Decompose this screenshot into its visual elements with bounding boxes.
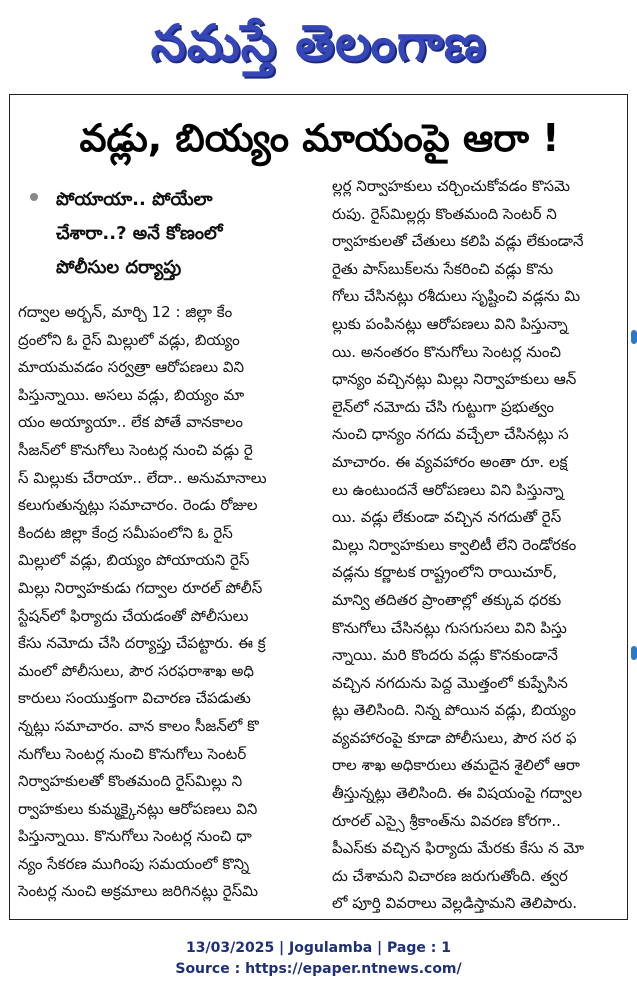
article-text-line: పిస్తున్నాయి. అసలు వడ్లు, బియ్యం మా xyxy=(18,385,245,404)
article-text-line: నుగోలు సెంటర్ల నుంచి కొనుగోలు సెంటర్ xyxy=(18,744,247,763)
subheadline-line: చేశారా..? అనే కోణంలో xyxy=(56,223,223,244)
article-text-line: కారులు సంయుక్తంగా విచారణ చేపడుతు xyxy=(18,689,251,708)
article-text-line: గద్వాల అర్బన్, మార్చి 12 : జిల్లా కేం xyxy=(18,303,233,321)
article-text-line: లైన్‌లో నమోదు చేసి గుట్టుగా ప్రభుత్వం xyxy=(332,397,554,416)
subheadline-line: పోయాయా.. పోయేలా xyxy=(56,189,213,210)
article-left-column xyxy=(18,183,323,906)
article-text-line: యం అయ్యాయా.. లేక పోతే వానకాలం xyxy=(18,413,244,432)
article-text-line: వ్యవహారంపై కూడా పోలీసులు, పౌర సర ఫ xyxy=(332,728,577,747)
article-text-line: స్ మిల్లుకు చేరాయా.. లేదా.. అనుమానాలు xyxy=(18,468,267,487)
page-edge-marker xyxy=(631,646,637,660)
clipping-footer xyxy=(0,938,637,980)
article-body-left xyxy=(18,299,323,906)
article-text-line: గోలు చేసినట్లు రశీదులు సృష్టించి వడ్లను మి xyxy=(332,287,581,306)
article-clipping xyxy=(9,94,628,920)
article-text-line: యి. అనంతరం కొనుగోలు సెంటర్ల నుంచి xyxy=(332,342,562,361)
article-text-line: న్యం సేకరణ ముగింపు సమయంలో కొన్ని xyxy=(18,854,250,873)
article-text-line: సెంటర్ల నుంచి అక్రమాలు జరిగినట్లు రైస్‌మి xyxy=(18,882,259,901)
article-text-line: ర్వాహకులు కుమ్మక్కైనట్లు ఆరోపణలు విని xyxy=(18,799,258,818)
article-text-line: కిందట జిల్లా కేంద్ర సమీపంలోని ఓ రైస్ xyxy=(18,523,233,542)
article-text-line: మిల్లులో వడ్లు, బియ్యం పోయాయని రైస్ xyxy=(18,551,250,570)
article-text-line: మాయమవడం సర్వత్రా ఆరోపణలు విని xyxy=(18,358,245,377)
article-text-line: తీస్తున్నట్లు తెలిసింది. ఈ విషయంపై గద్వాల xyxy=(332,784,583,803)
page-edge-marker xyxy=(631,330,637,344)
article-text-line: పీఎస్‌కు వచ్చిన ఫిర్యాదు మేరకు కేసు న మో xyxy=(332,839,585,858)
article-text-line: కలుగుతున్నట్లు సమాచారం. రెండు రోజుల xyxy=(18,496,258,515)
article-text-line: న్నట్లు సమాచారం. వాన కాలం సీజన్‌లో కొ xyxy=(18,716,259,735)
article-right-column xyxy=(332,173,622,918)
article-text-line: ట్లు తెలిసింది. నిన్న పోయిన వడ్లు, బియ్యం xyxy=(332,701,576,720)
article-text-line: కొనుగోలు చేసినట్లు గుసగుసలు విని పిస్తు xyxy=(332,618,567,637)
footer-date-edition: 13/03/2025 | Jogulamba | Page : 1 xyxy=(186,940,451,956)
footer-source: Source : https://epaper.ntnews.com/ xyxy=(175,961,462,977)
article-text-line: ర్వాహకులతో చేతులు కలిపి వడ్లు లేకుండానే xyxy=(332,232,584,251)
article-text-line: రూరల్ ఎస్సై శ్రీకాంత్‌ను వివరణ కోరగా.. xyxy=(332,811,561,830)
bullet-icon xyxy=(30,193,38,201)
subheadline xyxy=(18,183,323,285)
article-text-line: ల్లుకు పంపినట్లు ఆరోపణలు విని పిస్తున్నా xyxy=(332,314,568,333)
article-text-line: లో పూర్తి వివరాలు వెల్లడిస్తామని తెలిపారు. xyxy=(332,894,578,913)
article-text-line: పిస్తున్నాయి. కొనుగోలు సెంటర్ల నుంచి ధా xyxy=(18,827,252,846)
article-text-line: నుంచి ధాన్యం నగదు వచ్చేలా చేసినట్లు స xyxy=(332,425,569,444)
article-text-line: యి. వడ్లు లేకుండా వచ్చిన నగదుతో రైస్ xyxy=(332,508,562,527)
article-body-right xyxy=(332,173,622,918)
article-text-line: కేసు నమోదు చేసి దర్యాప్తు చేపట్టారు. ఈ క్ర xyxy=(18,634,266,653)
article-text-line: దు చేశామని విచారణ జరుగుతోంది. త్వర xyxy=(332,866,568,885)
masthead-title: నమస్తే తెలంగాణ xyxy=(150,13,487,72)
article-text-line: మంలో పోలీసులు, పౌర సరఫరాశాఖ అధి xyxy=(18,661,255,680)
article-text-line: నిర్వాహకులతో కొంతమంది రైస్‌మిల్లు ని xyxy=(18,772,243,791)
article-text-line: ధాన్యం వచ్చినట్లు మిల్లు నిర్వాహకులు ఆన్ xyxy=(332,370,577,389)
article-text-line: వడ్లను కర్ణాటక రాష్ట్రంలోని రాయిచూర్, xyxy=(332,563,558,582)
article-text-line: మిల్లు నిర్వాహకులు క్వాలిటీ లేని రెండోరకం xyxy=(332,535,577,554)
article-text-line: వచ్చిన నగదును పెద్ద మొత్తంలో కుప్పేసిన xyxy=(332,673,568,692)
masthead-logo xyxy=(0,8,637,78)
article-text-line: న్నాయి. మరి కొందరు వడ్లు కొనకుండానే xyxy=(332,646,558,665)
article-text-line: మాన్వి తదితర ప్రాంతాల్లో తక్కువ ధరకు xyxy=(332,590,562,609)
article-text-line: సీజన్‌లో కొనుగోలు సెంటర్ల నుంచి వడ్లు రై xyxy=(18,440,253,459)
article-headline: వడ్లు, బియ్యం మాయంపై ఆరా ! xyxy=(79,116,560,160)
article-text-line: రైతు పాస్‌బుక్‌లను సేకరించి వడ్లు కొను xyxy=(332,259,554,278)
article-text-line: రుపు. రైస్‌మిల్లర్లు కొంతమంది సెంటర్ ని xyxy=(332,204,557,223)
article-text-line: స్టేషన్‌లో ఫిర్యాదు చేయడంతో పోలీసులు xyxy=(18,606,249,625)
article-text-line: లు ఉంటుందనే ఆరోపణలు విని పిస్తున్నా xyxy=(332,480,564,499)
article-text-line: ల్లర్ల నిర్వాహకులు చర్చించుకోవడం కొసమె xyxy=(332,177,570,195)
article-text-line: రాల శాఖ అధికారులు తమదైన శైలిలో ఆరా xyxy=(332,756,580,775)
subheadline-line: పోలీసుల దర్యాప్తు xyxy=(56,257,182,278)
article-text-line: ద్రంలోని ఓ రైస్ మిల్లులో వడ్లు, బియ్యం xyxy=(18,330,240,349)
article-text-line: మిల్లు నిర్వాహకుడు గద్వాల రూరల్ పోలీస్ xyxy=(18,578,263,597)
article-text-line: మాచారం. ఈ వ్యవహారం అంతా రూ. లక్ష xyxy=(332,452,568,471)
